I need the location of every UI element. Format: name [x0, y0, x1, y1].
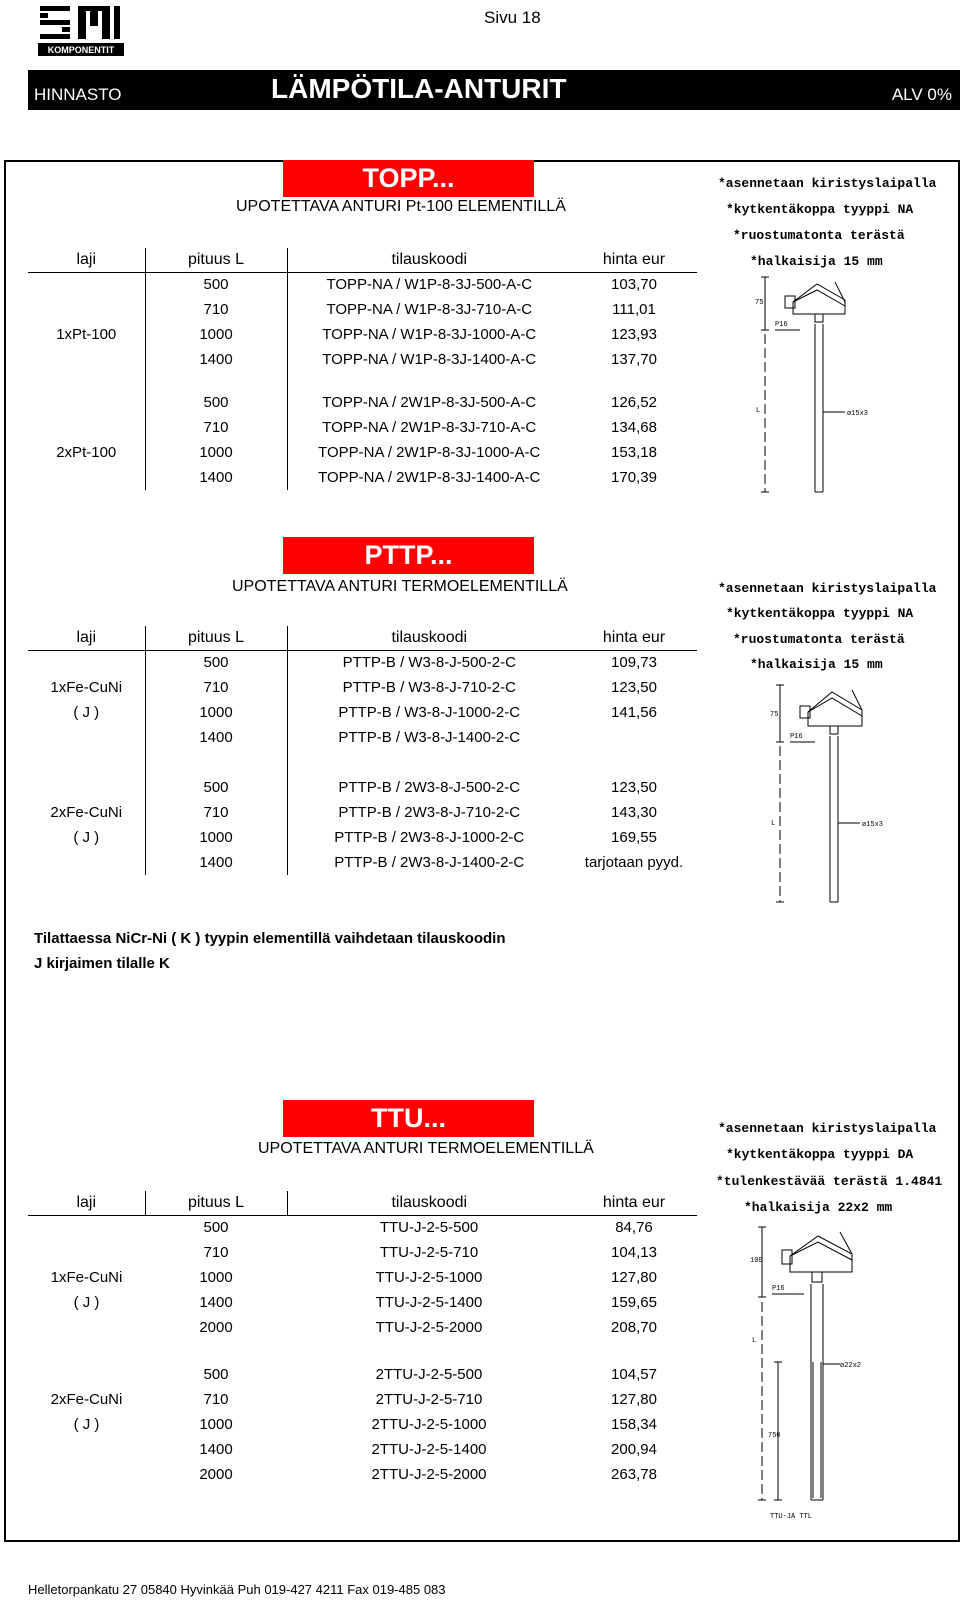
section-note: *kytkentäkoppa tyyppi NA — [726, 202, 914, 217]
table-row: 1400 TOPP-NA / 2W1P-8-3J-1400-A-C 170,39 — [28, 465, 697, 490]
section-title: TOPP... — [283, 160, 534, 197]
row-type-label: 1xFe-CuNi — [50, 679, 123, 696]
table-row: 500 TOPP-NA / W1P-8-3J-500-A-C 103,70 — [28, 272, 697, 297]
table-row: ( J ) 1400 TTU-J-2-5-1400 159,65 — [28, 1290, 697, 1315]
table-row: 1xFe-CuNi 710 PTTP-B / W3-8-J-710-2-C 123,50 — [28, 675, 697, 700]
section-subtitle: UPOTETTAVA ANTURI Pt-100 ELEMENTILLÄ — [236, 198, 566, 215]
row-type-label: 2xPt-100 — [56, 444, 117, 461]
table-row: 500 2TTU-J-2-5-500 104,57 — [203, 1366, 657, 1383]
table-row: 710 TOPP-NA / W1P-8-3J-710-A-C 111,01 — [28, 297, 697, 322]
row-type-label: ( J ) — [73, 829, 100, 846]
col-header-length: pituus L — [145, 248, 287, 272]
section-note: *ruostumatonta terästä — [733, 632, 905, 647]
sensor-drawing — [740, 1222, 910, 1522]
dim-label: 75 — [755, 299, 764, 307]
page-number: Sivu 18 — [484, 8, 541, 27]
table-row: 500 TTU-J-2-5-500 84,76 — [203, 1219, 653, 1237]
table-row: 710 TOPP-NA / 2W1P-8-3J-710-A-C 134,68 — [28, 415, 697, 440]
row-type-label: ( J ) — [73, 704, 100, 721]
section-note: *kytkentäkoppa tyyppi DA — [726, 1147, 914, 1162]
section-title: PTTP... — [283, 537, 534, 574]
table-row: 2000 TTU-J-2-5-2000 208,70 — [199, 1319, 657, 1336]
section-subtitle: UPOTETTAVA ANTURI TERMOELEMENTILLÄ — [232, 578, 568, 595]
section-note: *halkaisija 22x2 mm — [744, 1200, 893, 1215]
price-table — [28, 1191, 697, 1487]
table-row: 1xPt-100 1000 TOPP-NA / W1P-8-3J-1000-A-C 123,93 — [28, 322, 697, 347]
dim-label: L — [771, 820, 776, 828]
row-type-label: 1xFe-CuNi — [50, 1269, 123, 1286]
order-footnote: Tilattaessa NiCr-Ni ( K ) tyypin elementillä vaihdetaan tilauskoodin J kirjaimen tilalle K — [34, 930, 506, 972]
dim-label: P16 — [772, 1285, 785, 1293]
table-row: 500 TOPP-NA / 2W1P-8-3J-500-A-C 126,52 — [28, 390, 697, 415]
section-note: *halkaisija 15 mm — [750, 254, 883, 269]
dim-label: ø22x2 — [840, 1362, 862, 1370]
col-header-price: hinta eur — [571, 248, 697, 272]
col-header-price: hinta eur — [571, 626, 697, 650]
col-header-type: laji — [28, 1191, 145, 1215]
table-row: 1400 2TTU-J-2-5-1400 200,94 — [199, 1441, 657, 1458]
table-row: 2xFe-CuNi 710 2TTU-J-2-5-710 127,80 — [28, 1387, 697, 1412]
section-note: *ruostumatonta terästä — [733, 228, 905, 243]
drawing-caption: TTU-JA TTL — [770, 1513, 813, 1521]
section-note: *kytkentäkoppa tyyppi NA — [726, 606, 914, 621]
dim-label: 750 — [768, 1432, 781, 1440]
dim-label: ø15x3 — [862, 821, 884, 829]
page-title: LÄMPÖTILA-ANTURIT — [271, 73, 567, 104]
table-row: 1400 PTTP-B / W3-8-J-1400-2-C — [28, 725, 697, 750]
price-table — [28, 626, 697, 875]
col-header-length: pituus L — [145, 626, 287, 650]
col-header-length: pituus L — [145, 1191, 287, 1215]
col-header-code: tilauskoodi — [287, 1191, 571, 1215]
col-header-code: tilauskoodi — [287, 248, 571, 272]
row-type-label: 2xFe-CuNi — [50, 804, 123, 821]
table-row: 1400 PTTP-B / 2W3-8-J-1400-2-C tarjotaan pyyd. — [28, 850, 697, 875]
dim-label: 75 — [770, 711, 779, 719]
table-row: ( J ) 1000 PTTP-B / 2W3-8-J-1000-2-C 169,55 — [28, 825, 697, 850]
sensor-drawing — [745, 272, 895, 502]
section-title: TTU... — [283, 1100, 534, 1137]
section-note: *tulenkestävää terästä 1.4841 — [716, 1174, 943, 1189]
section-note: *asennetaan kiristyslaipalla — [718, 1121, 937, 1136]
table-row: 2000 2TTU-J-2-5-2000 263,78 — [199, 1466, 657, 1483]
table-row: ( J ) 1000 2TTU-J-2-5-1000 158,34 — [28, 1412, 697, 1437]
section-note: *asennetaan kiristyslaipalla — [718, 176, 937, 191]
row-type-label: 2xFe-CuNi — [50, 1391, 123, 1408]
row-type-label: ( J ) — [73, 1294, 100, 1311]
page-footer: Helletorpankatu 27 05840 Hyvinkää Puh 019-427 4211 Fax 019-485 083 — [28, 1582, 446, 1597]
section-note: *halkaisija 15 mm — [750, 657, 883, 672]
banner-left-label: HINNASTO — [34, 85, 122, 104]
dim-label: ø15x3 — [847, 410, 869, 418]
table-row: 1400 TOPP-NA / W1P-8-3J-1400-A-C 137,70 — [28, 347, 697, 372]
col-header-price: hinta eur — [571, 1191, 697, 1215]
logo-text: KOMPONENTIT — [47, 45, 115, 55]
table-row: ( J ) 1000 PTTP-B / W3-8-J-1000-2-C 141,56 — [28, 700, 697, 725]
row-type-label: ( J ) — [73, 1416, 100, 1433]
dim-label: L — [752, 1337, 757, 1345]
table-row: 500 PTTP-B / W3-8-J-500-2-C 109,73 — [28, 650, 697, 675]
banner-right-label: ALV 0% — [891, 85, 952, 104]
price-table — [28, 248, 697, 490]
sensor-drawing — [760, 680, 910, 910]
table-row: 500 PTTP-B / 2W3-8-J-500-2-C 123,50 — [28, 775, 697, 800]
dim-label: 100 — [750, 1257, 763, 1265]
row-type-label: 1xPt-100 — [56, 326, 117, 343]
title-banner — [28, 70, 960, 110]
table-row: 1xFe-CuNi 1000 TTU-J-2-5-1000 127,80 — [28, 1265, 697, 1290]
col-header-code: tilauskoodi — [287, 626, 571, 650]
dim-label: P16 — [790, 733, 803, 741]
table-row: 2xPt-100 1000 TOPP-NA / 2W1P-8-3J-1000-A-C 153,18 — [28, 440, 697, 465]
table-row: 2xFe-CuNi 710 PTTP-B / 2W3-8-J-710-2-C 143,30 — [28, 800, 697, 825]
section-note: *asennetaan kiristyslaipalla — [718, 581, 937, 596]
col-header-type: laji — [28, 626, 145, 650]
dim-label: L — [756, 407, 761, 415]
company-logo — [38, 6, 124, 56]
section-subtitle: UPOTETTAVA ANTURI TERMOELEMENTILLÄ — [258, 1140, 594, 1157]
table-row: 710 TTU-J-2-5-710 104,13 — [203, 1244, 657, 1261]
dim-label: P16 — [775, 321, 788, 329]
col-header-type: laji — [28, 248, 145, 272]
